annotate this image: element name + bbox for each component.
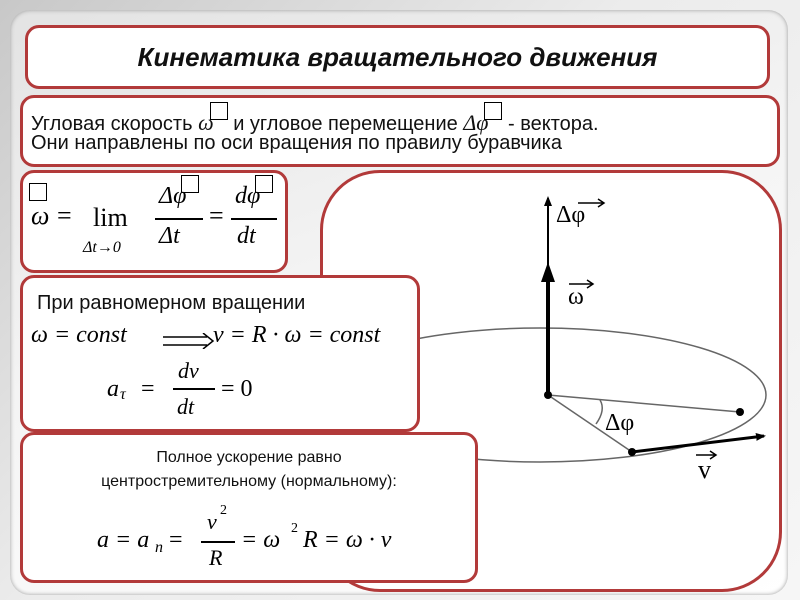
accel-rhs-2: R = ω · v (303, 527, 392, 553)
slide-title: Кинематика вращательного движения (137, 42, 658, 72)
formula-omega: ω (31, 201, 50, 230)
formula-eq-2: = (209, 201, 224, 230)
fraction-bar (231, 218, 277, 220)
delta-phi-symbol: Δφ (463, 110, 489, 135)
formula-num-1: Δφ (159, 183, 187, 209)
omega-symbol: ω (198, 110, 214, 135)
accel-rhs-sup: 2 (291, 521, 298, 536)
formula-eq-1: = (57, 201, 72, 230)
a-tau-num: dv (178, 358, 199, 383)
fraction-bar (201, 541, 235, 543)
accel-num-sup: 2 (220, 503, 227, 518)
formula-lim: lim (93, 203, 128, 232)
omega-vector-head (541, 262, 555, 282)
center-point (544, 391, 552, 399)
accel-rhs: = ω (241, 527, 281, 553)
vector-placeholder-icon (29, 183, 47, 201)
radius-line-1 (548, 395, 740, 412)
vector-placeholder-icon (484, 102, 502, 120)
vector-placeholder-icon (255, 175, 273, 193)
label-dphi-angle: Δφ (605, 410, 635, 436)
a-tau-den: dt (177, 394, 195, 419)
formula-lim-sub: Δt→0 (83, 239, 121, 256)
fraction-bar (173, 388, 215, 390)
a-tau-zero: = 0 (221, 376, 253, 402)
label-dphi-vector: Δφ (556, 202, 586, 228)
label-omega-vector: ω (568, 284, 584, 310)
accel-num: v (207, 509, 217, 534)
description-box (20, 95, 780, 167)
accel-den: R (209, 545, 223, 570)
velocity-vector-arrow (632, 436, 764, 452)
label-velocity: v (698, 455, 711, 484)
vector-placeholder-icon (210, 102, 228, 120)
a-tau: a (107, 376, 119, 402)
description-line-2: Они направлены по оси вращения по правилу буравчика (31, 132, 562, 154)
description-line-1 (31, 102, 599, 136)
uniform-rotation-box (20, 275, 420, 432)
full-acceleration-box (20, 432, 478, 583)
a-tau-eq: = (141, 376, 155, 402)
formula-den-2: dt (237, 223, 256, 249)
point-b (628, 448, 636, 456)
formula-num-2: dφ (235, 183, 261, 209)
accel-lhs: a = a (97, 527, 150, 553)
vector-placeholder-icon (181, 175, 199, 193)
a-tau-sub: τ (120, 386, 126, 403)
desc-text-c: - вектора. (507, 113, 599, 135)
accel-line-1: Полное ускорение равно (156, 449, 342, 466)
implies-arrow-icon (163, 333, 215, 349)
desc-text-b: и угловое перемещение (233, 113, 458, 135)
accel-line-2: центростремительному (нормальному): (101, 473, 397, 490)
accel-eq-1: = (169, 527, 183, 553)
desc-text-a: Угловая скорость (31, 113, 193, 135)
title-box (25, 25, 770, 89)
angle-arc (596, 400, 602, 424)
uniform-heading: При равномерном вращении (37, 292, 306, 314)
angular-velocity-formula-box (20, 170, 288, 273)
accel-lhs-sub: n (155, 539, 163, 556)
omega-const: ω = const (31, 322, 127, 348)
fraction-bar (155, 218, 203, 220)
formula-den-1: Δt (159, 223, 180, 249)
point-a (736, 408, 744, 416)
v-const: v = R · ω = const (213, 322, 381, 348)
